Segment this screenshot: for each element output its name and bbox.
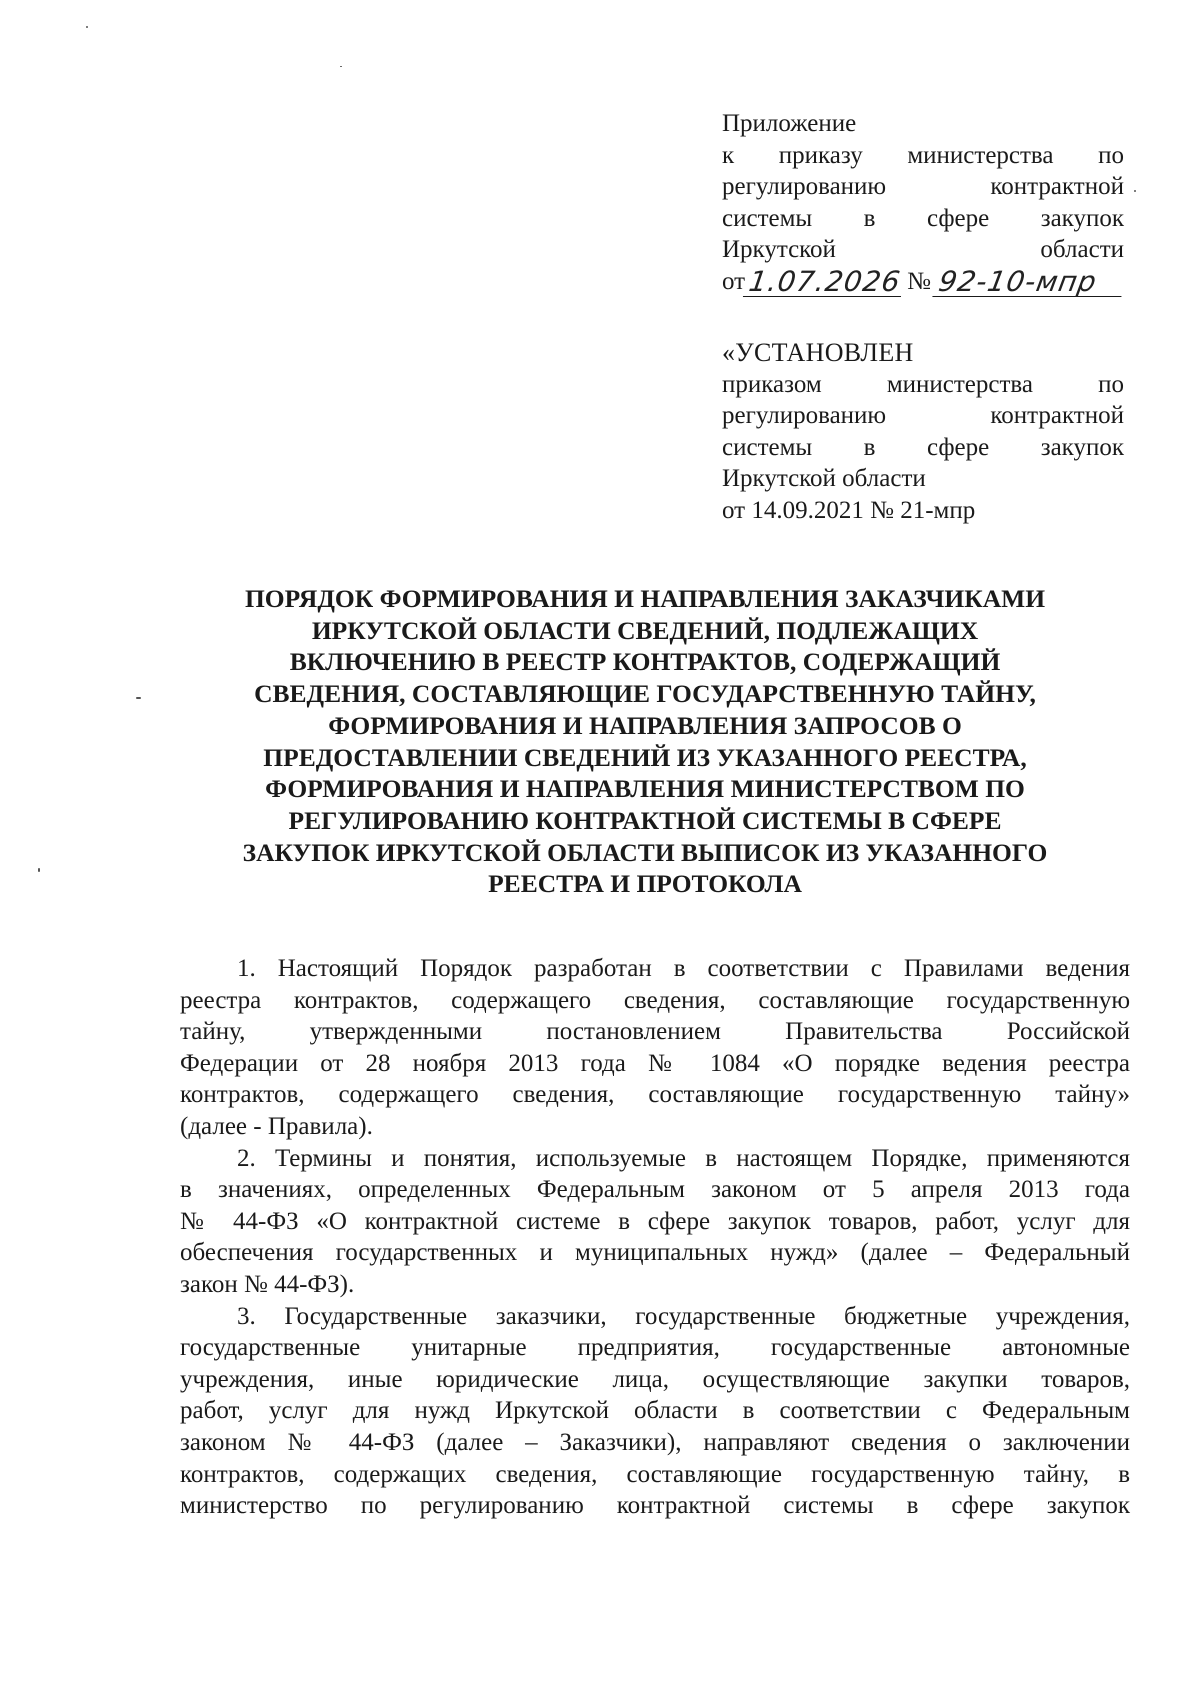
annex-line: системы в сфере закупок [722,204,1124,232]
paragraph-2-line: в значениях, определенных Федеральным законом от 5 апреля 2013 года [180,1176,1130,1204]
title-line: ПРЕДОСТАВЛЕНИИ СВЕДЕНИЙ ИЗ УКАЗАННОГО РЕЕСТРА, [263,742,1027,772]
paragraph-3-line: государственные унитарные предприятия, государственные автономные [180,1334,1130,1362]
title-line: ПОРЯДОК ФОРМИРОВАНИЯ И НАПРАВЛЕНИЯ ЗАКАЗЧИКАМИ [244,584,1046,613]
scan-speck [340,66,342,67]
scan-speck [38,868,40,872]
scan-speck [136,697,141,699]
established-line: системы в сфере закупок [722,433,1124,461]
number-sign: № [907,267,931,295]
handwritten-date: 1.07.2026 [743,267,905,297]
date-prefix: от [722,267,746,295]
paragraph-3-line: министерство по регулированию контрактной системы в сфере закупок [180,1492,1130,1520]
annex-line: Иркутской области [722,236,1124,263]
annex-line: к приказу министерства по [722,141,1124,169]
paragraph-1-line: реестра контрактов, содержащего сведения, составляющие государственную [180,986,1130,1014]
paragraph-2-line: закон № 44-ФЗ). [180,1270,355,1298]
scan-speck [86,26,88,28]
title-line: СВЕДЕНИЯ, СОСТАВЛЯЮЩИЕ ГОСУДАРСТВЕННУЮ ТАЙНУ, [254,679,1036,709]
title-line: ЗАКУПОК ИРКУТСКОЙ ОБЛАСТИ ВЫПИСОК ИЗ УКАЗАННОГО [242,837,1048,867]
paragraph-1-line: 1. Настоящий Порядок разработан в соответствии с Правилами ведения [237,955,1130,982]
paragraph-3-line: законом № 44-ФЗ (далее – Заказчики), направляют сведения о заключении [180,1428,1130,1456]
paragraph-3-line: контрактов, содержащих сведения, составляющие государственную тайну, в [180,1460,1130,1488]
annex-signature-line [722,266,1124,298]
title-line: РЕГУЛИРОВАНИЮ КОНТРАКТНОЙ СИСТЕМЫ В СФЕРЕ [288,805,1002,835]
established-line: приказом министерства по [722,370,1124,398]
handwritten-number: 92-10-мпр [932,267,1126,297]
established-line: регулированию контрактной [722,402,1124,429]
title-line: РЕЕСТРА И ПРОТОКОЛА [488,869,802,899]
paragraph-2-line: № 44-ФЗ «О контрактной системе в сфере закупок товаров, работ, услуг для [180,1207,1130,1235]
title-line: ИРКУТСКОЙ ОБЛАСТИ СВЕДЕНИЙ, ПОДЛЕЖАЩИХ [311,615,979,645]
title-line: ФОРМИРОВАНИЯ И НАПРАВЛЕНИЯ МИНИСТЕРСТВОМ ПО [265,774,1025,804]
established-block [722,337,1124,526]
established-order-ref: от 14.09.2021 № 21-мпр [722,496,976,524]
annex-heading: Приложение [722,110,857,137]
document-body [180,953,1130,1522]
document-title [180,583,1110,900]
established-line: Иркутской области [722,465,926,492]
title-line: ВКЛЮЧЕНИЮ В РЕЕСТР КОНТРАКТОВ, СОДЕРЖАЩИЙ [289,647,1001,677]
paragraph-3-line: учреждения, иные юридические лица, осуществляющие закупки товаров, [180,1365,1130,1393]
paragraph-2-line: обеспечения государственных и муниципальных нужд» (далее – Федеральный [180,1239,1130,1267]
paragraph-3-line: 3. Государственные заказчики, государственные бюджетные учреждения, [237,1302,1130,1330]
paragraph-1-line: контрактов, содержащего сведения, составляющие государственную тайну» [180,1081,1130,1109]
annex-block [722,108,1124,297]
paragraph-1-line: Федерации от 28 ноября 2013 года № 1084 «О порядке ведения реестра [180,1049,1130,1077]
paragraph-3-line: работ, услуг для нужд Иркутской области в соответствии с Федеральным [180,1397,1130,1425]
paragraph-2-line: 2. Термины и понятия, используемые в настоящем Порядке, применяются [237,1144,1130,1172]
annex-line: регулированию контрактной [722,173,1124,200]
scan-speck [1134,190,1136,192]
paragraph-1-line: (далее - Правила). [180,1112,373,1140]
established-heading: «УСТАНОВЛЕН [722,338,914,367]
title-line: ФОРМИРОВАНИЯ И НАПРАВЛЕНИЯ ЗАПРОСОВ О [328,710,962,740]
paragraph-1-line: тайну, утвержденными постановлением Правительства Российской [180,1018,1130,1046]
